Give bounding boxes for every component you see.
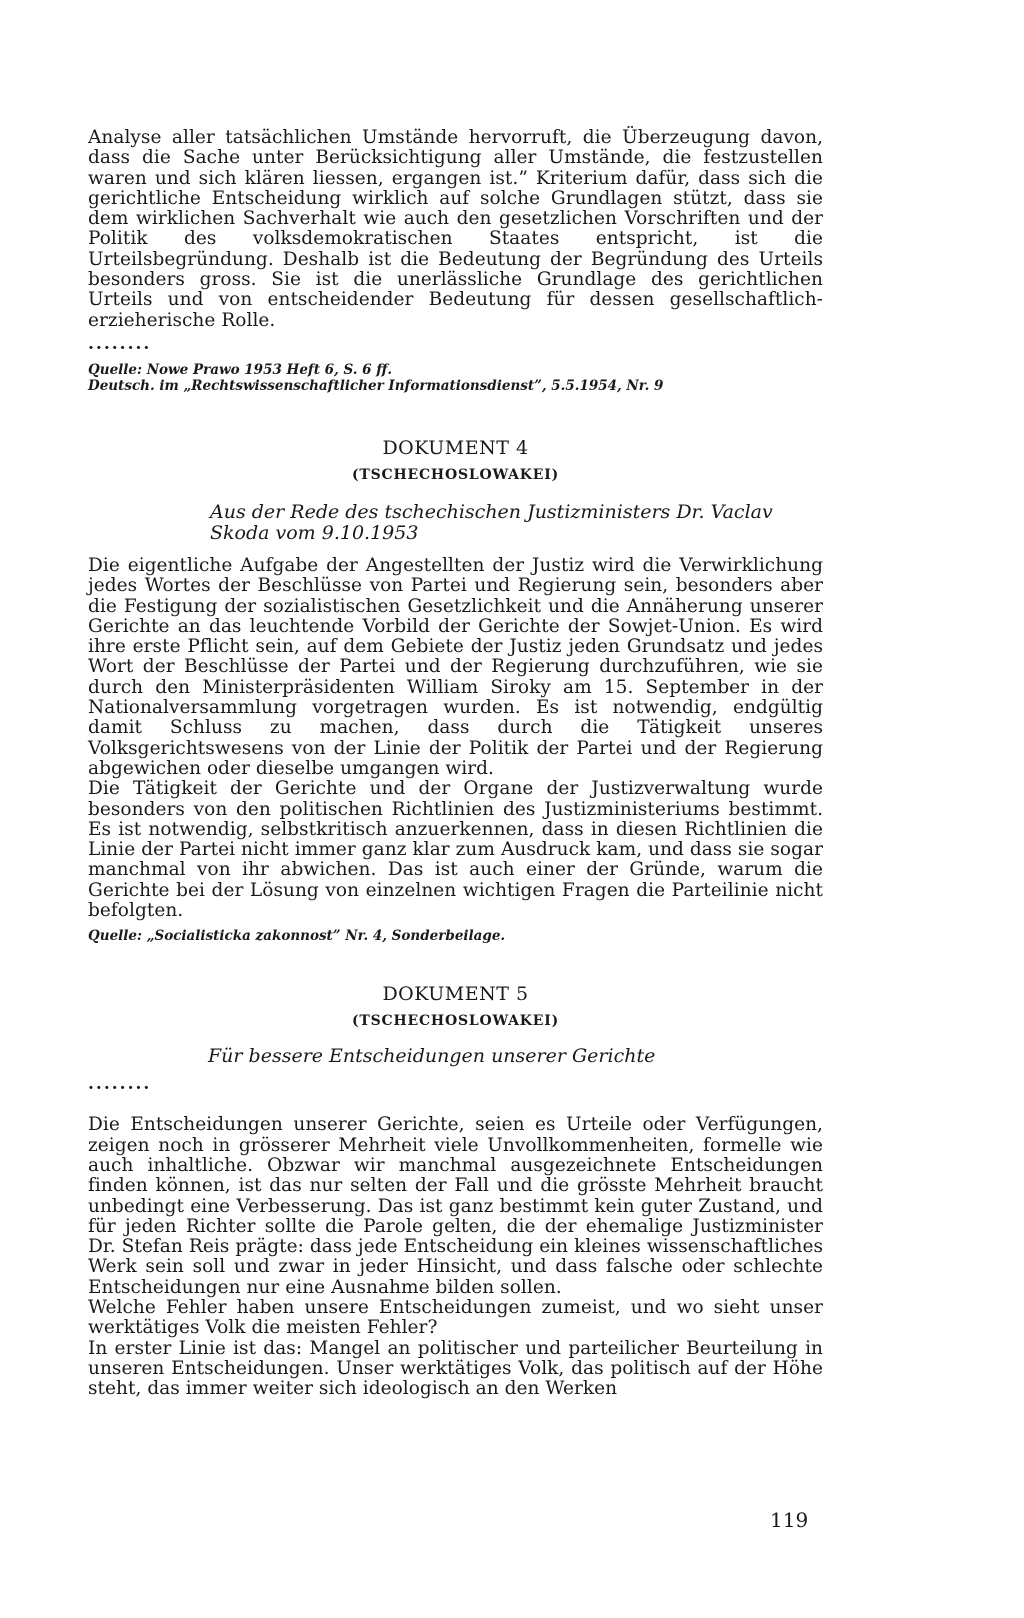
document-4-subtitle-line-1: Aus der Rede des tschechischen Justizministers Dr. Vaclav [210,500,773,523]
document-5-paragraph-3: In erster Linie ist das: Mangel an politischer und parteilicher Beurteilung in unseren Entscheidungen. Unser werktätiges Volk, das politisch auf der Höhe steht, das immer weiter sich ideologisch an den Werken [88,1337,823,1400]
page-content [88,128,823,1399]
document-5-subtitle: Für bessere Entscheidungen unserer Gerichte [208,1045,656,1068]
source-line-2: Deutsch. im „Rechtswissenschaftlicher Informationsdienst”, 5.5.1954, Nr. 9 [88,377,664,394]
document-4-country: (TSCHECHOSLOWAKEI) [351,466,559,483]
page-number: 119 [770,1508,809,1532]
document-4-source: Quelle: „Socialisticka zakonnost” Nr. 4, Sonderbeilage. [88,928,506,945]
document-5-paragraph-2: Welche Fehler haben unsere Entscheidungen zumeist, und wo sieht unser werktätiges Volk die meisten Fehler? [88,1296,823,1339]
document-4-paragraph-2: Die Tätigkeit der Gerichte und der Organe der Justizverwaltung wurde besonders von den politischen Richtlinien des Justizministeriums bestimmt. Es ist notwendig, selbstkritisch anzuerkennen, dass in diesen Richtlinien die Linie der Partei nicht immer ganz klar zum Ausdruck kam, und dass sie sogar manchmal von ihr abwichen. Das ist auch einer der Gründe, warum die Gerichte bei der Lösung von einzelnen wichtigen Fragen die Parteilinie nicht befolgten. [88,778,823,922]
document-4-subtitle-line-2: Skoda vom 9.10.1953 [210,521,419,544]
ellipsis-1: ........ [88,333,152,354]
intro-paragraph: Analyse aller tatsächlichen Umstände hervorruft, die Überzeugung davon, dass die Sache unter Berücksichtigung aller Umstände, die festzustellen waren und sich klären liessen, ergangen ist.” Kriterium dafür, dass sich die gerichtliche Entscheidung wirklich auf solche Grundlagen stützt, dass sie dem wirklichen Sachverhalt wie auch den gesetzlichen Vorschriften und der Politik des volksdemokratischen Staates entspricht, ist die Urteilsbegründung. Deshalb ist die Bedeutung der Begründung des Urteils besonders gross. Sie ist die unerlässliche Grundlage des gerichtlichen Urteils und von entscheidender Bedeutung für dessen gesellschaftlich-erzieherische Rolle. [88,127,823,331]
document-5-country: (TSCHECHOSLOWAKEI) [351,1013,559,1030]
document-5-heading: DOKUMENT 5 [382,983,529,1006]
document-4-paragraph-1: Die eigentliche Aufgabe der Angestellten der Justiz wird die Verwirklichung jedes Wortes der Beschlüsse von Partei und Regierung sein, besonders aber die Festigung der sozialistischen Gesetzlichkeit und die Annäherung unserer Gerichte an das leuchtende Vorbild der Gerichte der Sowjet-Union. Es wird ihre erste Pflicht sein, auf dem Gebiete der Justiz jeden Grundsatz und jedes Wort der Beschlüsse der Partei und der Regierung durchzuführen, wie sie durch den Ministerpräsidenten William Siroky am 15. September in der Nationalversammlung vorgetragen wurden. Es ist notwendig, endgültig damit Schluss zu machen, dass durch die Tätigkeit unseres Volksgerichtswesens von der Linie der Politik der Partei und der Regierung abgewichen oder dieselbe umgangen wird. [88,554,823,779]
ellipsis-2: ........ [88,1074,152,1095]
source-line-1: Quelle: Nowe Prawo 1953 Heft 6, S. 6 ff. [88,361,393,378]
document-5-paragraph-1: Die Entscheidungen unserer Gerichte, seien es Urteile oder Verfügungen, zeigen noch in grösserer Mehrheit viele Unvollkommenheiten, formelle wie auch inhaltliche. Obzwar wir manchmal ausgezeichnete Entscheidungen finden können, ist das nur selten der Fall und die grösste Mehrheit braucht unbedingt eine Verbesserung. Das ist ganz bestimmt kein guter Zustand, und für jeden Richter sollte die Parole gelten, die der ehemalige Justizminister Dr. Stefan Reis prägte: dass jede Entscheidung ein kleines wissenschaftliches Werk sein soll und zwar in jeder Hinsicht, und dass falsche oder schlechte Entscheidungen nur eine Ausnahme bilden sollen. [88,1114,823,1298]
document-4-heading: DOKUMENT 4 [382,436,529,459]
